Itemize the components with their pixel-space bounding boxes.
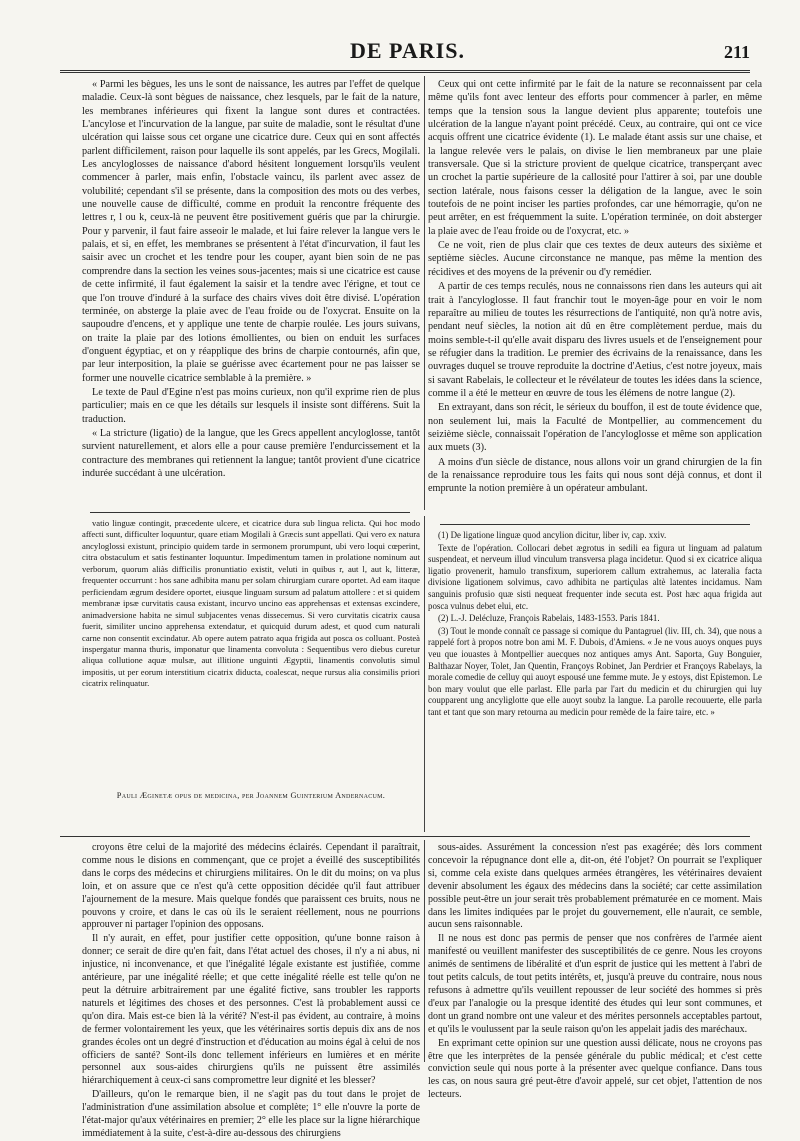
- footnotes-column: [428, 530, 762, 770]
- header-rule: [60, 70, 750, 73]
- paragraph: En exprimant cette opinion sur une question aussi délicate, nous ne croyons pas être que les interprètes de la pensée générale du public médical; et c'est cette conviction seule qui nous porte à la présenter avec quelque confiance. Dans tous les cas, on nous saura gré peut-être d'avoir appelé, sur cet objet, l'attention de nos lecteurs.: [428, 1037, 762, 1101]
- column-divider: [424, 76, 425, 510]
- paragraph: D'ailleurs, qu'on le remarque bien, il ne s'agit pas du tout dans le projet de l'administration d'une assimilation absolue et complète; 1° elle n'ouvre la porte de l'état-major qu'aux vétérinaires en premier; 2° elle les place sur la ligne hiérarchique immédiatement à la suite, c'est-à-dire au-dessous des chirurgiens: [82, 1089, 420, 1139]
- paragraph: « Parmi les bègues, les uns le sont de naissance, les autres par l'effet de quelque maladie. Ceux-là sont bègues de naissance, chez lesquels, par le fait de la nature, les membranes inférieures qui fixent la langue sont dures et contractées. L'ancylose et l'incurvation de la langue, par suite de maladie, sont le résultat d'une ulcération qui laisse sous cet organe une cicatrice dure. Ceux qui en sont affectés parlent difficilement, raison pour laquelle ils sont appelés, par les Grecs, Mogilali. Les ancyloglosses de naissance d'abord hésitent longuement lorsqu'ils veulent commencer à parler, mais enfin, l'obstacle vaincu, ils parlent avec assez de volubilité; cependant s'il se présente, dans la composition des mots ou des verbes, une nouvelle cause de difficulté, comme en produit la rencontre fréquente des lettres r, l ou k, ceux-là ne peuvent être positivement guéris que par la chirurgie. Pour y parvenir, il faut faire asseoir le malade, et lui faire relever la langue vers le palais, et si, en effet, les membranes se présentent à l'état d'incurvation, il faut les saisir avec un crochet et les tendre pour les couper, ayant bien soin de ne pas comprendre dans la section les veines sous-jacentes; mais si une cicatrice est cause de cette infirmité, il faut également la saisir et la tendre avec l'érigne, et tout ce que l'on trouve d'induré à la surface des chairs vives doit être divisé. L'opération terminée, on absterge la plaie avec de l'eau froide ou de l'oxycrat. Ensuite on la saupoudre d'encens, et y applique une tente de charpie roulée. Les jours suivans, on traite la plaie par des lotions émollientes, ou bien on enduit les surfaces d'onguent égyptiac, et on y réapplique des brins de charpie contournés, afin que, par leur interposition, la plaie se guérisse avec écartement pour ne pas laisser se former une nouvelle cicatrice semblable à la première. »: [82, 79, 420, 384]
- footnote-rule: [440, 524, 750, 525]
- section-rule-full: [60, 836, 750, 837]
- source-citation: Pauli Æginetæ opus de medicina, per Joannem Guinterium Andernacum.: [116, 791, 386, 800]
- paragraph: « La stricture (ligatio) de la langue, que les Grecs appellent ancyloglosse, tantôt survient naturellement, et alors elle a pour cause première l'endurcissement et la contracture des membranes qui retiennent la langue; tantôt provient d'une cicatrice indurée succédant à une ulcération.: [82, 427, 420, 479]
- footnote: (1) De ligatione linguæ quod ancylion dicitur, liber iv, cap. xxiv.: [438, 530, 667, 540]
- footnote: (3) Tout le monde connaît ce passage si comique du Pantagruel (liv. III, ch. 34), que nous a rappelé fort à propos notre bon ami M. F. Dubois, d'Amiens. « Je ne vous auoys onques puys veu que iouastes à Montpellier auecques noz antiques amys Ant. Saporta, Guy Bonguier, Balthazar Noyer, Tolet, Jan Quentin, Françoys Robinet, Jan Perdrier et Françoys Rabelays, la morale comedie de celluy qui auoyt espousé une femme mute. Je y estoys, dist Epistemon. Le bon mary voulut que elle parlast. Elle parla par l'art du medicin et du chirurgien qui luy coupparent ung ancyliglotte que elle auoyt soubz la langue. La parolle recouuerte, elle parla tant et tant que son mary retourna au medicin pour remède de la faire taire, etc. »: [428, 625, 762, 717]
- paragraph: Il n'y aurait, en effet, pour justifier cette opposition, qu'une bonne raison à donner; ce serait de dire qu'en fait, dans l'état actuel des choses, il n'y a ni abus, ni injustice, ni inconvenance, et que l'inégalité légale existante est justifiée, comme antérieure, par une inégalité réelle; et que cette inégalité réelle est telle qu'on ne peut la détruire arbitrairement par une égalité fictive, sans troubler les rapports naturels et légitimes des choses et des personnes. C'est là probablement aussi ce qu'on dira. Mais est-ce bien là la vérité? N'est-il pas évident, au contraire, à moins de fermer volontairement les yeux, que les vétérinaires sortis depuis dix ans de nos grandes écoles ont un degré d'instruction et d'éducation au moins égal à celui de nos officiers de santé? Sont-ils donc tellement inférieurs en lumières et en mérite personnel aux sous-aides chirurgiens qu'ils ne puissent être assimilés hiérarchiquement à ceux-ci sans compromettre leur dignité et les blesser?: [82, 933, 420, 1087]
- page-header: [60, 38, 750, 68]
- left-column-bottom: [82, 842, 420, 1139]
- column-divider: [424, 840, 425, 1062]
- left-column-top: [82, 78, 420, 508]
- paragraph: croyons être celui de la majorité des médecins éclairés. Cependant il paraîtrait, comme nous le disions en commençant, que ce projet a éveillé des susceptibilités dans le corps des médecins et chirurgiens militaires. On le dit du moins; on va plus loin, et on assure que ce n'est qu'à cette opposition décidée qu'il faut attribuer l'ajournement de la mesure. Mais quelque fondés que paraissent ces bruits, nous ne pouvons y croire, et dans le cas où ils le seraient réellement, nous ne pourrions approuver ni partager l'opinion des opposans.: [82, 842, 420, 931]
- latin-text-column: [82, 518, 420, 828]
- footnote: (2) L.-J. Delécluze, François Rabelais, 1483-1553. Paris 1841.: [438, 613, 660, 624]
- page-number: 211: [723, 42, 750, 62]
- paragraph: Le texte de Paul d'Egine n'est pas moins curieux, non qu'il exprime rien de plus particulier; mais en ce que les détails sur lesquels il insiste sont différens. Suit la traduction.: [82, 386, 420, 425]
- paragraph: Il ne nous est donc pas permis de penser que nos confrères de l'armée aient manifesté ou veuillent manifester des susceptibilités de ce genre. Nous les croyons animés de sentimens de libéralité et d'un esprit de justice qui les mettent à l'abri de tout petits calculs, de tout petits intérêts, et, jusqu'à preuve du contraire, nous nous refusons à admettre qu'ils veuillent repousser de leur société des hommes si près d'eux par l'analogie ou la presque identité des études qui leur sont communes, et dont un grand nombre ont une valeur et des mérites personnels acceptables partout, et qu'ils le voulussent par la seule raison qu'on les appelait jadis des maréchaux.: [428, 933, 762, 1035]
- paragraph: En extrayant, dans son récit, le sérieux du bouffon, il est de toute évidence que, non seulement lui, mais la Faculté de Montpellier, au commencement du seizième siècle, connaissait l'opération de l'ancyloglosse et même son application aux muets (3).: [428, 402, 762, 454]
- paragraph: sous-aides. Assurément la concession n'est pas exagérée; dès lors comment concevoir la répugnance dont elle a, dit-on, été l'objet? On pourrait se l'expliquer si, comme cela existe dans quelques armées étrangères, les vétérinaires devaient devenir absolument les égaux des médecins dans la société; car cette assimilation possible peut-être un jour serait très probablement prématurée en ce moment. Mais dans les limites indiquées par le projet du gouvernement, elle n'aurait, ce semble, aucun sens raisonnable.: [428, 842, 762, 931]
- right-column-bottom: [428, 842, 762, 1101]
- latin-paragraph: vatio linguæ contingit, præcedente ulcere, et cicatrice dura sub lingua relicta. Qui hoc modo affecti sunt, difficulter loquuntur, quare etiam Mogilali à Græcis sunt appellati. Qui vero ex natura ancyloglossi existunt, principio quidem tarde in sermonem prorumpunt, ubi vero loqui cœperint, citra obstaculum et satis festinanter loquuntur. Impedimentum tamen in prolatione nominum aut verborum, quorum aliàs difficilis pronuntiatio existit, veluti in quibus r, aut l, aut k, litteræ, frequenter occurrunt : hos sane adhibita manu per solam chirurgiam curare oportet. Ad eam itaque perficiendam ægrum desidere oportet, eiusque linguam sursum ad palatum attollere : et si quidem membranæ ipsæ curvitatis causa existant, incurvo uncino eas apprehensas et extensas excindere, animadversione habita ne simul subjacentes venas dissecemus. Si vero curvitatis cicatrix causa fuerit, similiter uncino apprehensa extendatur, et quicquid durum adest, et quod cum naturali carne non consentit excindatur. Ab opere autem patrato aqua frigida aut posca os colluant. Posteà inspergatur manna thuris, imponatur que linamenta convoluta : Sequentibus vero diebus curetur aliqua collutione aquæ mulsæ, aut illitione unguinti Ægyptii, linamentis convolutis simul impositis, ut per eorum interstitium cicatrix diducta, coalescat, neque rursus alia consimilis priori cicatrix relinquatur.: [82, 518, 420, 689]
- paragraph: Ce ne voit, rien de plus clair que ces textes de deux auteurs des sixième et septième siècles. Aucune circonstance ne manque, pas même la mention des récidives et des moyens de la prévenir ou d'y remédier.: [428, 240, 762, 278]
- paragraph: A partir de ces temps reculés, nous ne connaissons rien dans les auteurs qui ait trait à l'ancyloglosse. Il faut franchir tout le moyen-âge pour en voir le nom reparaître au milieu de toutes les résurrections de l'antiquité, non qu'à notre avis, pendant neuf siècles, la notion ait dû en être complètement perdue, mais du moins semble-t-il qu'elle avait disparu des livres usuels et de l'enseignement pour se réfugier dans la tradition. Le premier des écrivains de la renaissance, dans les ouvrages duquel se trouve reproduite la doctrine d'Aetius, c'est notre joyeux, mais si savant Rabelais, le collecteur et le révélateur de toutes les idées dans la science, comme il a été le metteur en œuvre de tous les élémens de notre langue (2).: [428, 281, 762, 399]
- right-column-top: [428, 78, 762, 508]
- paragraph: Ceux qui ont cette infirmité par le fait de la nature se reconnaissent par cela même qu'ils font avec lenteur des efforts pour commencer à parler, en même temps que la tension sous la langue devient plus apparente; toutefois une ulcération de la langue n'ayant point précédé. Ceux, au contraire, qui ont ce vice acquis offrent une cicatrice évidente (1). Le malade étant assis sur une chaise, et la langue relevée vers le palais, on divise le lien membraneux par une plaie transversale. Que si la stricture provient de quelque cicatrice, transperçant avec un crochet la partie supérieure de la callosité pour l'attirer à soi, par une double section latérale, nous faisons cesser la déligation de la langue, avec le soin toutefois de ne point inciser les parties profondes, car une hémorragie, qu'on ne peut arrêter, en est fréquemment la suite. L'opération terminée, on doit absterger la plaie avec de l'eau froide ou de l'oxycrat, etc. »: [428, 79, 762, 237]
- paragraph: A moins d'un siècle de distance, nous allons voir un grand chirurgien de la fin de la renaissance reproduire tous les faits qui nous sont déjà connus, et dont il emprunte la notion première à un opérateur ambulant.: [428, 456, 762, 495]
- running-title: DE PARIS.: [350, 38, 465, 63]
- section-rule: [90, 512, 410, 513]
- column-divider: [424, 516, 425, 832]
- footnote: Texte de l'opération. Collocari debet ægrotus in sedili ea figura ut linguam ad palatum suspendeat, et nerveum illud vinculum transversa plaga incidetur. Quod si ex cicatrice aliqua ligatio provenerit, hamulo transfixum, superiorem callum extrahemus, ac lateralia facta divisione ligationem solvimus, cavo adhibita ne partiçulas altè latentes incidamus. Nam sanguinis profusio quæ sisti nequeat frequenter inde secuta est. Post hæc aqua frigida aut posca vulnus debet elui, etc.: [428, 542, 762, 611]
